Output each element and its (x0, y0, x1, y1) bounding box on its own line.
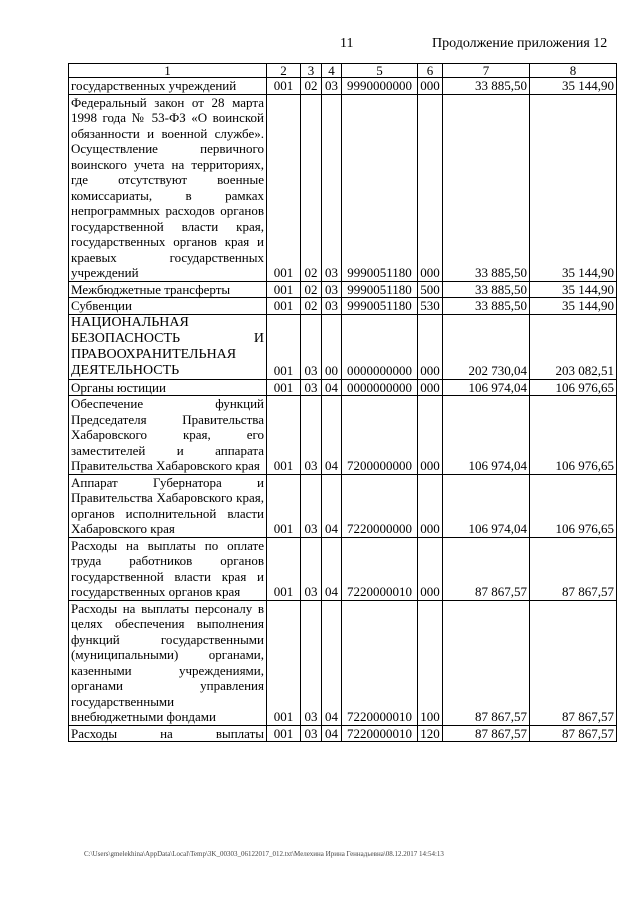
amount-year-1: 106 974,04 (443, 396, 530, 475)
file-path-footer: C:\Users\gmelekhina\AppData\Local\Temp\3K_00303_06122017_012.txt\Мелехина Ирина Геннадьевна\08.12.2017 14:54:13 (84, 850, 444, 858)
section-code: 03 (301, 537, 322, 600)
expense-type-code: 000 (418, 396, 443, 475)
ministry-code: 001 (267, 314, 301, 379)
row-name: Расходы на выплаты (69, 725, 267, 742)
ministry-code: 001 (267, 725, 301, 742)
expense-type-code: 000 (418, 94, 443, 281)
amount-year-2: 35 144,90 (530, 94, 617, 281)
row-name: государственных учреждений (69, 78, 267, 95)
ministry-code: 001 (267, 600, 301, 725)
table-row (69, 78, 617, 95)
column-number: 7 (443, 64, 530, 78)
section-code: 03 (301, 379, 322, 396)
ministry-code: 001 (267, 537, 301, 600)
ministry-code: 001 (267, 298, 301, 315)
subsection-code: 04 (322, 725, 342, 742)
column-number: 1 (69, 64, 267, 78)
page-header (0, 36, 640, 56)
subsection-code: 04 (322, 537, 342, 600)
table-row (69, 298, 617, 315)
table-row (69, 600, 617, 725)
subsection-code: 04 (322, 379, 342, 396)
page-number: 11 (340, 36, 354, 51)
expense-type-code: 530 (418, 298, 443, 315)
table-row (69, 94, 617, 281)
table-row (69, 537, 617, 600)
section-code: 03 (301, 396, 322, 475)
subsection-code: 03 (322, 94, 342, 281)
target-article-code: 9990051180 (342, 298, 418, 315)
appendix-continuation-label: Продолжение приложения 12 (432, 36, 608, 51)
amount-year-2: 35 144,90 (530, 298, 617, 315)
ministry-code: 001 (267, 474, 301, 537)
target-article-code: 7220000010 (342, 600, 418, 725)
section-code: 02 (301, 281, 322, 298)
amount-year-2: 106 976,65 (530, 474, 617, 537)
expense-type-code: 000 (418, 379, 443, 396)
amount-year-2: 35 144,90 (530, 78, 617, 95)
subsection-code: 03 (322, 281, 342, 298)
amount-year-2: 203 082,51 (530, 314, 617, 379)
section-code: 03 (301, 725, 322, 742)
amount-year-2: 87 867,57 (530, 537, 617, 600)
target-article-code: 7220000010 (342, 725, 418, 742)
budget-table (68, 63, 617, 742)
amount-year-2: 106 976,65 (530, 396, 617, 475)
target-article-code: 0000000000 (342, 314, 418, 379)
table-row (69, 379, 617, 396)
amount-year-2: 35 144,90 (530, 281, 617, 298)
expense-type-code: 500 (418, 281, 443, 298)
target-article-code: 7200000000 (342, 396, 418, 475)
amount-year-1: 33 885,50 (443, 298, 530, 315)
target-article-code: 9990051180 (342, 281, 418, 298)
amount-year-2: 87 867,57 (530, 600, 617, 725)
section-code: 02 (301, 298, 322, 315)
ministry-code: 001 (267, 281, 301, 298)
row-name: Расходы на выплаты по оплате труда работников органов государственной власти края и государственных органов края (69, 537, 267, 600)
amount-year-1: 33 885,50 (443, 94, 530, 281)
target-article-code: 9990051180 (342, 94, 418, 281)
row-name: Субвенции (69, 298, 267, 315)
amount-year-1: 106 974,04 (443, 379, 530, 396)
amount-year-1: 33 885,50 (443, 281, 530, 298)
column-number: 8 (530, 64, 617, 78)
subsection-code: 03 (322, 298, 342, 315)
row-name: Федеральный закон от 28 марта 1998 года № 53-ФЗ «О воинской обязанности и военной службе». Осуществление первичного воинского учета на территориях, где отсутствуют военные комиссариаты, в рамках непрограммных расходов органов государственной власти края, государственных органов края и краевых государственных учреждений (69, 94, 267, 281)
amount-year-1: 202 730,04 (443, 314, 530, 379)
column-number: 2 (267, 64, 301, 78)
row-name: Обеспечение функций Председателя Правительства Хабаровского края, его заместителей и аппарата Правительства Хабаровского края (69, 396, 267, 475)
subsection-code: 04 (322, 600, 342, 725)
section-code: 03 (301, 600, 322, 725)
column-number: 3 (301, 64, 322, 78)
row-name: Расходы на выплаты персоналу в целях обеспечения выполнения функций государственными (муниципальными) органами, казенными учреждениями, органами управления государственными внебюджетными фондами (69, 600, 267, 725)
ministry-code: 001 (267, 396, 301, 475)
amount-year-1: 87 867,57 (443, 600, 530, 725)
column-number: 5 (342, 64, 418, 78)
row-name: Межбюджетные трансферты (69, 281, 267, 298)
target-article-code: 0000000000 (342, 379, 418, 396)
column-number: 6 (418, 64, 443, 78)
row-name: НАЦИОНАЛЬНАЯ БЕЗОПАСНОСТЬ И ПРАВООХРАНИТЕЛЬНАЯ ДЕЯТЕЛЬНОСТЬ (69, 314, 267, 379)
ministry-code: 001 (267, 94, 301, 281)
table-row (69, 396, 617, 475)
row-name: Аппарат Губернатора и Правительства Хабаровского края, органов исполнительной власти Хабаровского края (69, 474, 267, 537)
subsection-code: 04 (322, 396, 342, 475)
expense-type-code: 000 (418, 78, 443, 95)
table-row (69, 314, 617, 379)
section-code: 03 (301, 314, 322, 379)
section-code: 03 (301, 474, 322, 537)
amount-year-2: 106 976,65 (530, 379, 617, 396)
subsection-code: 03 (322, 78, 342, 95)
expense-type-code: 120 (418, 725, 443, 742)
table-row (69, 725, 617, 742)
target-article-code: 9990000000 (342, 78, 418, 95)
amount-year-1: 87 867,57 (443, 725, 530, 742)
ministry-code: 001 (267, 379, 301, 396)
target-article-code: 7220000010 (342, 537, 418, 600)
expense-type-code: 100 (418, 600, 443, 725)
table-row (69, 474, 617, 537)
amount-year-1: 106 974,04 (443, 474, 530, 537)
column-number: 4 (322, 64, 342, 78)
amount-year-1: 33 885,50 (443, 78, 530, 95)
expense-type-code: 000 (418, 474, 443, 537)
section-code: 02 (301, 94, 322, 281)
amount-year-2: 87 867,57 (530, 725, 617, 742)
ministry-code: 001 (267, 78, 301, 95)
amount-year-1: 87 867,57 (443, 537, 530, 600)
subsection-code: 00 (322, 314, 342, 379)
expense-type-code: 000 (418, 537, 443, 600)
table-row (69, 281, 617, 298)
column-number-row (69, 64, 617, 78)
subsection-code: 04 (322, 474, 342, 537)
target-article-code: 7220000000 (342, 474, 418, 537)
section-code: 02 (301, 78, 322, 95)
expense-type-code: 000 (418, 314, 443, 379)
row-name: Органы юстиции (69, 379, 267, 396)
